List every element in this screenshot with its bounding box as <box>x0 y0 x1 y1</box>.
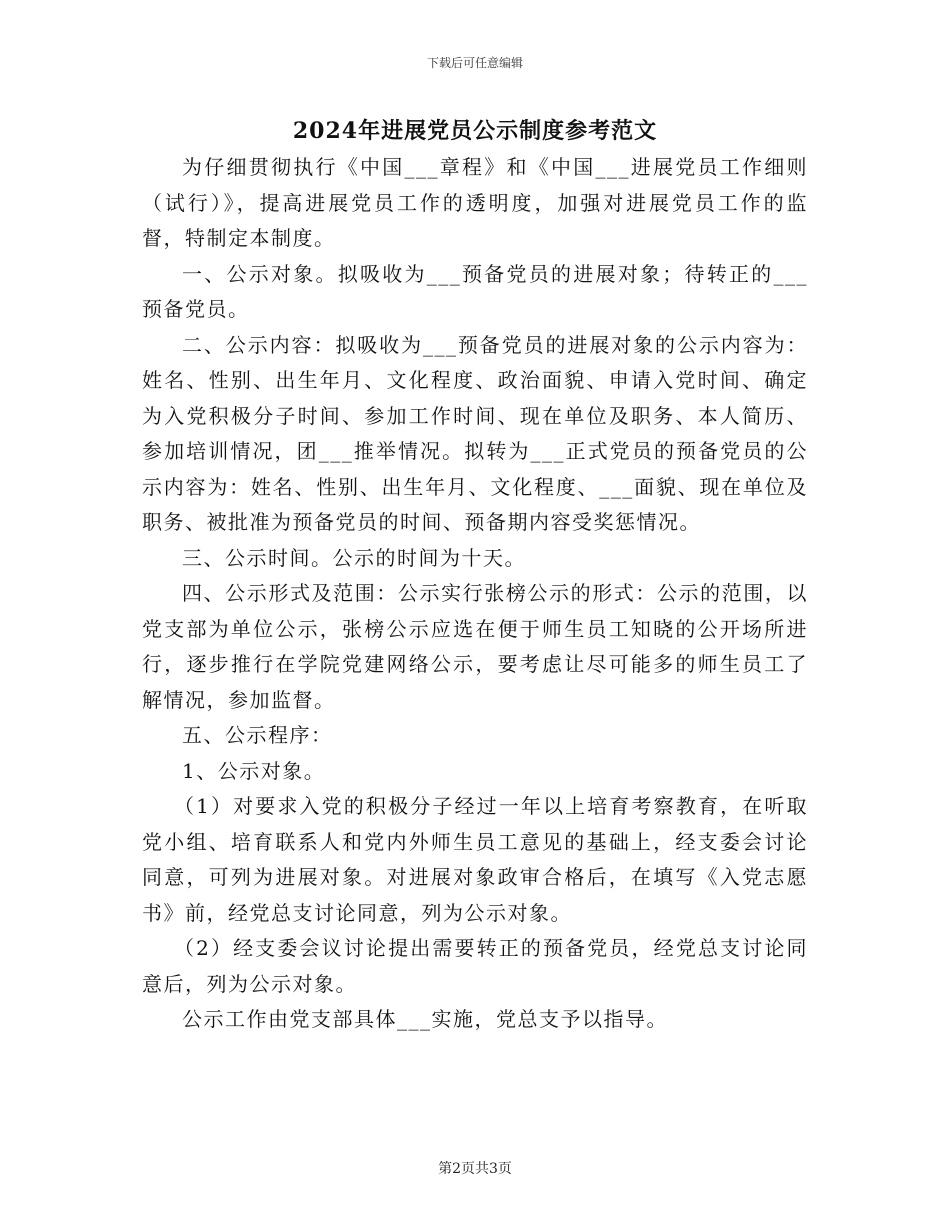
paragraph-section-2: 二、公示内容：拟吸收为___预备党员的进展对象的公示内容为：姓名、性别、出生年月、文化程度、政治面貌、申请入党时间、确定为入党积极分子时间、参加工作时间、现在单位及职务、本人简历、参加培训情况，团___推举情况。拟转为___正式党员的预备党员的公示内容为：姓名、性别、出生年月、文化程度、___面貌、现在单位及职务、被批准为预备党员的时间、预备期内容受奖惩情况。 <box>142 332 808 534</box>
paragraph-section-3: 三、公示时间。公示的时间为十天。 <box>182 545 526 570</box>
paragraph-closing: 公示工作由党支部具体___实施，党总支予以指导。 <box>182 1007 668 1031</box>
paragraph-subitem-2: （2）经支委会议讨论提出需要转正的预备党员，经党总支讨论同意后，列为公示对象。 <box>142 936 808 996</box>
paragraph-subitem-1: （1）对要求入党的积极分子经过一年以上培育考察教育，在听取党小组、培育联系人和党内外师生员工意见的基础上，经支委会讨论同意，可列为进展对象。对进展对象政审合格后，在填写《入党志愿书》前，经党总支讨论同意，列为公示对象。 <box>142 794 808 925</box>
document-title: 2024年进展党员公示制度参考范文 <box>292 118 658 144</box>
paragraph-section-1: 一、公示对象。拟吸收为___预备党员的进展对象；待转正的___预备党员。 <box>142 261 808 321</box>
paragraph-item-1: 1、公示对象。 <box>182 758 326 783</box>
header-note: 下载后可任意编辑 <box>426 56 523 70</box>
paragraph-section-4: 四、公示形式及范围：公示实行张榜公示的形式：公示的范围，以党支部为单位公示，张榜公示应选在便于师生员工知晓的公开场所进行，逐步推行在学院党建网络公示，要考虑让尽可能多的师生员工了解情况，参加监督。 <box>142 581 808 712</box>
paragraph-section-5: 五、公示程序： <box>182 723 333 747</box>
document-body <box>142 150 808 1038</box>
page-number: 第2页共3页 <box>438 1161 512 1177</box>
paragraph-intro: 为仔细贯彻执行《中国___章程》和《中国___进展党员工作细则（试行）》，提高进展党员工作的透明度，加强对进展党员工作的监督，特制定本制度。 <box>142 155 808 250</box>
